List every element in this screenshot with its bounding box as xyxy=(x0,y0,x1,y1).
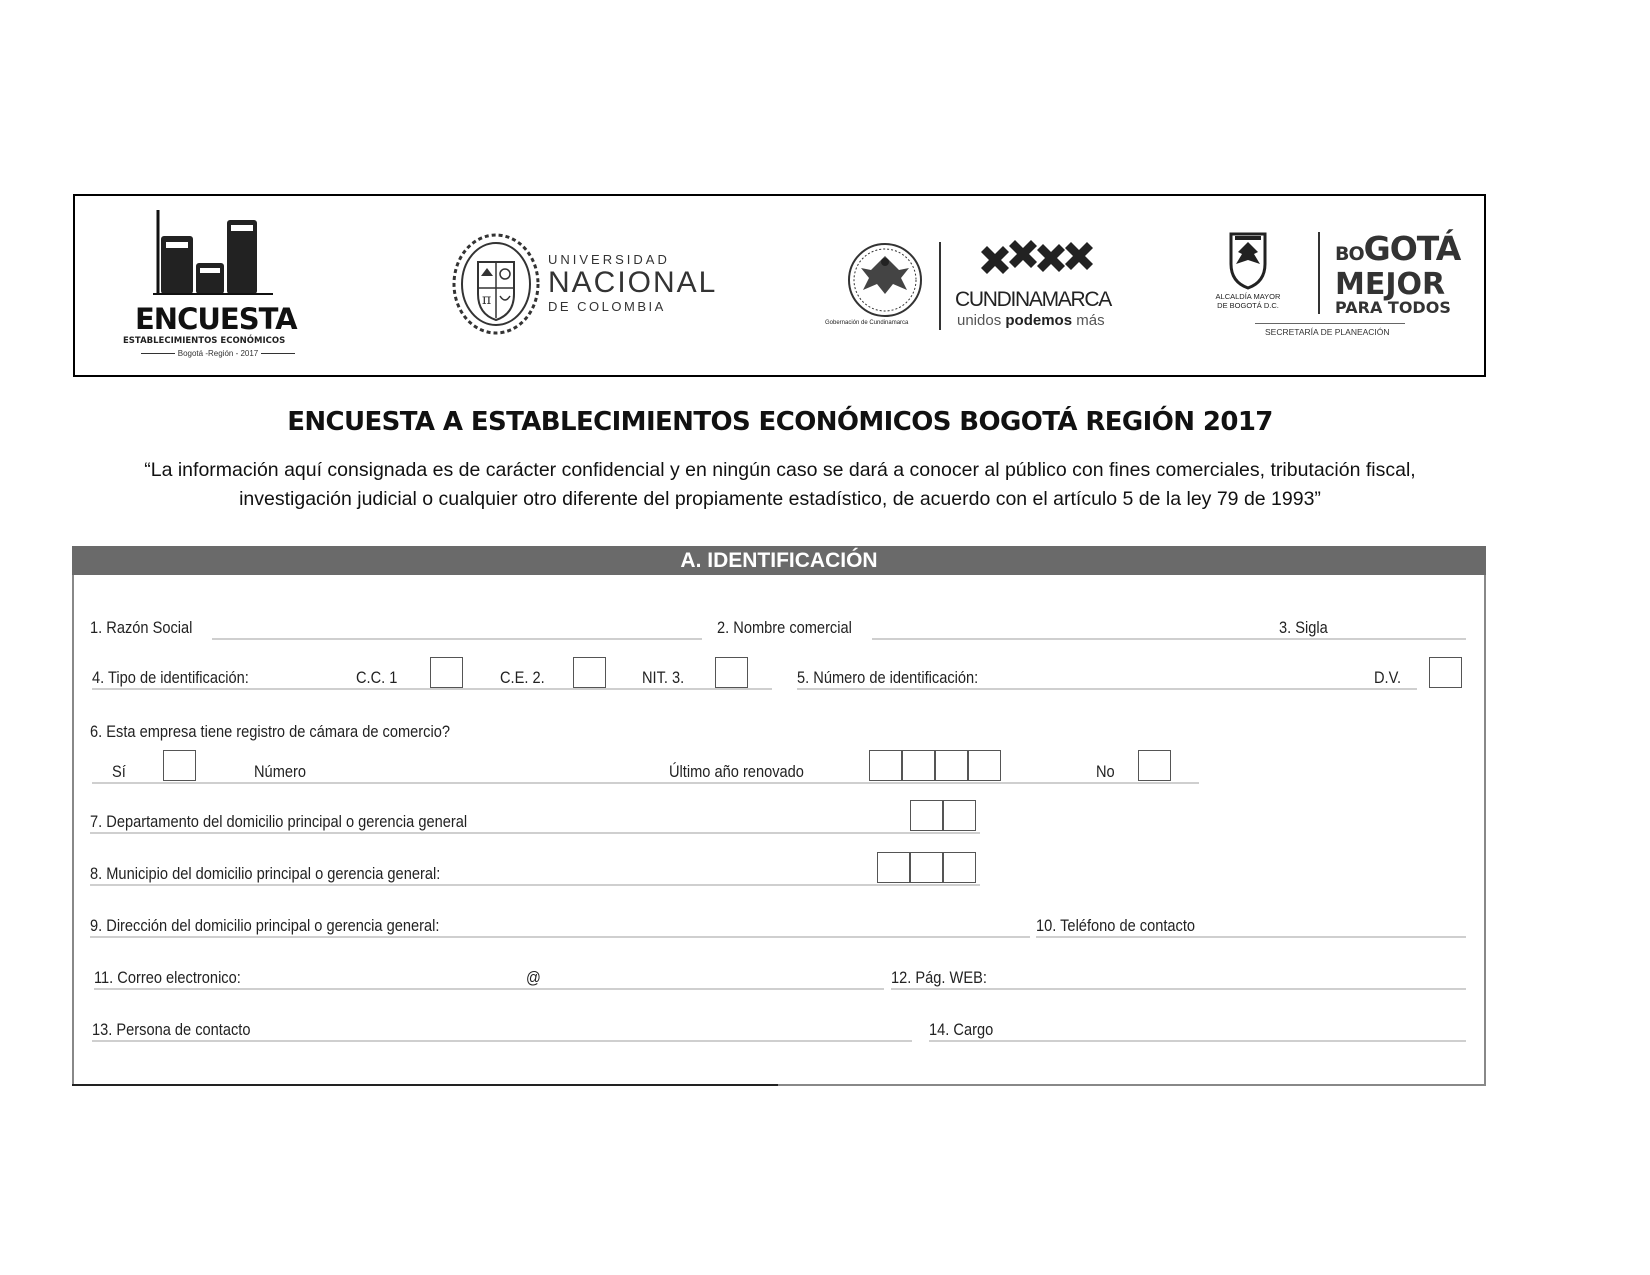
tipo-identificacion-line xyxy=(92,688,772,690)
cundinamarca-logo xyxy=(955,234,1135,334)
universidad-nacional-text xyxy=(548,252,717,314)
buildings-icon xyxy=(123,206,323,306)
anio-digit-box[interactable] xyxy=(935,750,968,781)
anio-digit-box[interactable] xyxy=(902,750,935,781)
cc-label: C.C. 1 xyxy=(356,668,398,687)
anio-digit-box[interactable] xyxy=(968,750,1001,781)
dv-label: D.V. xyxy=(1374,668,1402,687)
university-shield-icon xyxy=(450,232,542,337)
bogota-word-big: GOTÁ xyxy=(1363,229,1461,268)
municipio-code-box[interactable] xyxy=(943,852,976,883)
nacional-label: NACIONAL xyxy=(548,266,718,299)
no-checkbox[interactable] xyxy=(1138,750,1171,781)
ultimo-anio-label: Último año renovado xyxy=(669,762,804,781)
alcaldia-caption xyxy=(1205,292,1291,310)
ce-checkbox[interactable] xyxy=(573,657,606,688)
svg-text:π: π xyxy=(482,292,492,308)
telefono-field[interactable] xyxy=(1036,936,1466,938)
tagline-unidos: unidos xyxy=(957,312,1002,329)
cc-checkbox[interactable] xyxy=(430,657,463,688)
departamento-code-box[interactable] xyxy=(910,800,943,831)
logo-header xyxy=(73,194,1486,377)
de-colombia-label: DE COLOMBIA xyxy=(548,299,666,314)
razon-social-field[interactable] xyxy=(212,638,702,640)
logo-separator xyxy=(1318,232,1320,314)
section-header: A. IDENTIFICACIÓN xyxy=(72,546,1486,575)
ce-label: C.E. 2. xyxy=(500,668,545,687)
departamento-code-box[interactable] xyxy=(943,800,976,831)
identification-section xyxy=(72,546,1486,1086)
encuesta-logo-subtitle: ESTABLECIMIENTOS ECONÓMICOS xyxy=(123,336,286,346)
alcaldia-logo xyxy=(1205,230,1305,330)
bogota-word-small: BO xyxy=(1335,243,1364,265)
web-field[interactable] xyxy=(891,988,1466,990)
cundinamarca-tagline xyxy=(957,312,1105,329)
confidentiality-disclaimer: “La información aquí consignada es de carácter confidencial y en ningún caso se dará a conocer al público con fines comerciales, tributación fiscal, investigación judicial o cualquier otro diferente del propiamente estadístico, de acuerdo con el artículo 5 de la ley 79 de 1993” xyxy=(144,459,1416,510)
sigla-label: 3. Sigla xyxy=(1279,618,1328,637)
si-checkbox[interactable] xyxy=(163,750,196,781)
numero-camara-field[interactable] xyxy=(92,782,672,784)
nit-label: NIT. 3. xyxy=(642,668,685,687)
municipio-code-box[interactable] xyxy=(877,852,910,883)
ultimo-anio-line xyxy=(669,782,1199,784)
municipio-code-box[interactable] xyxy=(910,852,943,883)
encuesta-logo xyxy=(123,206,323,356)
numero-identificacion-label: 5. Número de identificación: xyxy=(797,668,979,687)
departamento-field[interactable] xyxy=(90,832,980,834)
municipio-label: 8. Municipio del domicilio principal o gerencia general: xyxy=(90,864,441,883)
correo-field[interactable] xyxy=(94,988,884,990)
registro-camara-label: 6. Esta empresa tiene registro de cámara de comercio? xyxy=(90,722,450,741)
para-todos-word: PARA TODOS xyxy=(1335,298,1451,317)
persona-contacto-field[interactable] xyxy=(92,1040,912,1042)
cundinamarca-name: CUNDINAMARCA xyxy=(955,288,1111,311)
alcaldia-caption-line2: DE BOGOTÁ D.C. xyxy=(1217,301,1279,310)
dv-box[interactable] xyxy=(1429,657,1462,688)
gobernacion-caption: Gobernación de Cundinamarca xyxy=(825,320,909,326)
encuesta-logo-title: ENCUESTA xyxy=(135,302,297,336)
gobernacion-logo xyxy=(825,240,940,330)
cargo-field[interactable] xyxy=(929,1040,1466,1042)
secretaria-caption: SECRETARÍA DE PLANEACIÓN xyxy=(1265,327,1390,337)
tagline-mas: más xyxy=(1076,312,1105,329)
cargo-label: 14. Cargo xyxy=(929,1020,994,1039)
gobernacion-seal-icon xyxy=(825,240,940,320)
tagline-podemos: podemos xyxy=(1005,312,1073,329)
no-label: No xyxy=(1096,762,1115,781)
nombre-comercial-field[interactable] xyxy=(872,638,1338,640)
universidad-label: UNIVERSIDAD xyxy=(548,252,670,267)
universidad-nacional-logo xyxy=(450,232,720,342)
numero-camara-label: Número xyxy=(254,762,307,781)
persona-contacto-label: 13. Persona de contacto xyxy=(92,1020,251,1039)
nit-checkbox[interactable] xyxy=(715,657,748,688)
logo-separator xyxy=(939,242,941,330)
nombre-comercial-label: 2. Nombre comercial xyxy=(717,618,852,637)
tipo-identificacion-label: 4. Tipo de identificación: xyxy=(92,668,249,687)
secretaria-divider xyxy=(1255,323,1405,324)
bogota-mejor-logo xyxy=(1335,229,1465,318)
si-label: Sí xyxy=(112,762,126,781)
bogota-coat-of-arms-icon xyxy=(1205,230,1291,290)
alcaldia-caption-line1: ALCALDÍA MAYOR xyxy=(1215,292,1281,301)
sigla-field[interactable] xyxy=(1336,638,1466,640)
direccion-field[interactable] xyxy=(90,936,1030,938)
telefono-label: 10. Teléfono de contacto xyxy=(1036,916,1196,935)
mejor-word: MEJOR xyxy=(1335,267,1446,302)
direccion-label: 9. Dirección del domicilio principal o gerencia general: xyxy=(90,916,440,935)
bogota-word xyxy=(1335,229,1465,271)
encuesta-logo-tagline: Bogotá -Región - 2017 xyxy=(123,349,313,358)
page-title: ENCUESTA A ESTABLECIMIENTOS ECONÓMICOS BOGOTÁ REGIÓN 2017 xyxy=(287,407,1273,437)
web-label: 12. Pág. WEB: xyxy=(891,968,987,987)
arroba-label: @ xyxy=(526,968,541,987)
municipio-field[interactable] xyxy=(90,884,980,886)
anio-digit-box[interactable] xyxy=(869,750,902,781)
section-bottom-rule xyxy=(72,1084,778,1086)
razon-social-label: 1. Razón Social xyxy=(90,618,193,637)
numero-identificacion-field[interactable] xyxy=(797,688,1417,690)
correo-label: 11. Correo electronico: xyxy=(94,968,241,987)
departamento-label: 7. Departamento del domicilio principal o gerencia general xyxy=(90,812,468,831)
cundinamarca-pattern-icon xyxy=(955,234,1135,288)
